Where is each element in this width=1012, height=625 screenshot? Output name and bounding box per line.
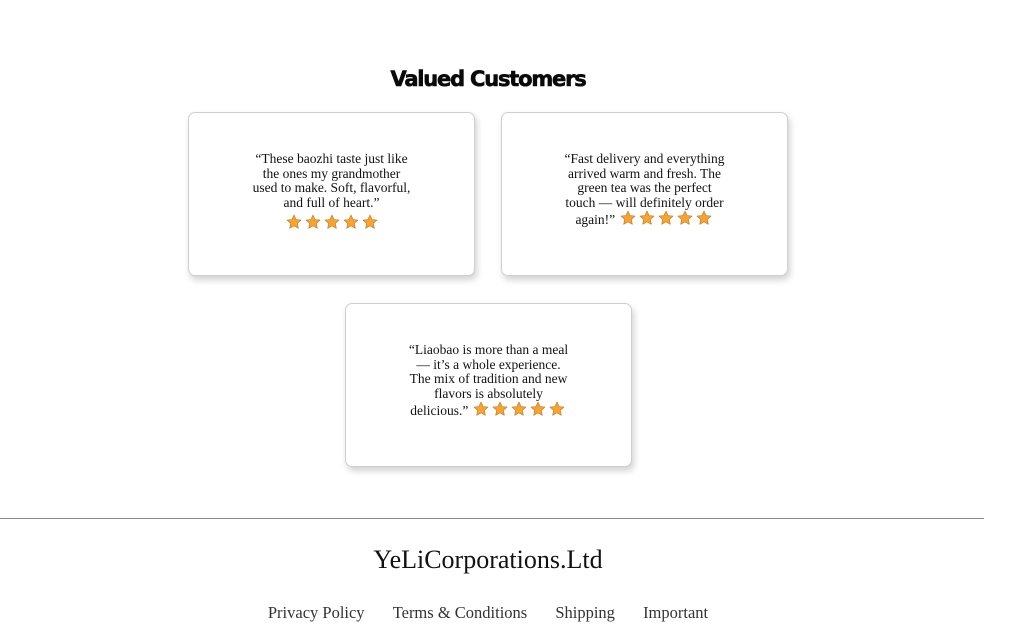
star-icon xyxy=(696,210,712,226)
testimonial-quote xyxy=(251,152,413,232)
star-icon xyxy=(324,214,340,230)
section-title: Valued Customers xyxy=(390,67,586,91)
testimonial-card xyxy=(188,112,475,276)
star-icon xyxy=(492,401,508,417)
quote-text: “Fast delivery and everything arrived warm and fresh. The green tea was the perfect touch — will definitely order again!” xyxy=(564,151,725,228)
privacy-policy-link[interactable]: Privacy Policy xyxy=(267,603,365,622)
star-icon xyxy=(305,214,321,230)
testimonial-quote xyxy=(408,343,570,419)
star-icon xyxy=(286,214,302,230)
star-rating xyxy=(619,210,714,228)
testimonial-card xyxy=(501,112,788,276)
testimonial-quote xyxy=(564,152,726,228)
star-icon xyxy=(658,210,674,226)
shipping-link[interactable]: Shipping xyxy=(555,603,615,622)
star-rating xyxy=(251,214,413,232)
star-icon xyxy=(639,210,655,226)
quote-text: “Liaobao is more than a meal — it’s a whole experience. The mix of tradition and new flavors is absolutely delicious.” xyxy=(408,342,569,419)
star-icon xyxy=(677,210,693,226)
star-icon xyxy=(473,401,489,417)
important-link[interactable]: Important xyxy=(643,603,709,622)
star-icon xyxy=(530,401,546,417)
star-icon xyxy=(362,214,378,230)
star-icon xyxy=(343,214,359,230)
star-icon xyxy=(549,401,565,417)
footer-nav xyxy=(0,603,976,623)
star-rating xyxy=(472,401,567,419)
testimonial-card xyxy=(345,303,632,467)
footer-brand: YeLiCorporations.Ltd xyxy=(373,545,603,574)
quote-text: “These baozhi taste just like the ones my grandmother used to make. Soft, flavorful, and full of heart.” xyxy=(252,151,411,210)
star-icon xyxy=(620,210,636,226)
star-icon xyxy=(511,401,527,417)
footer-divider xyxy=(0,518,984,519)
terms-conditions-link[interactable]: Terms & Conditions xyxy=(392,603,528,622)
